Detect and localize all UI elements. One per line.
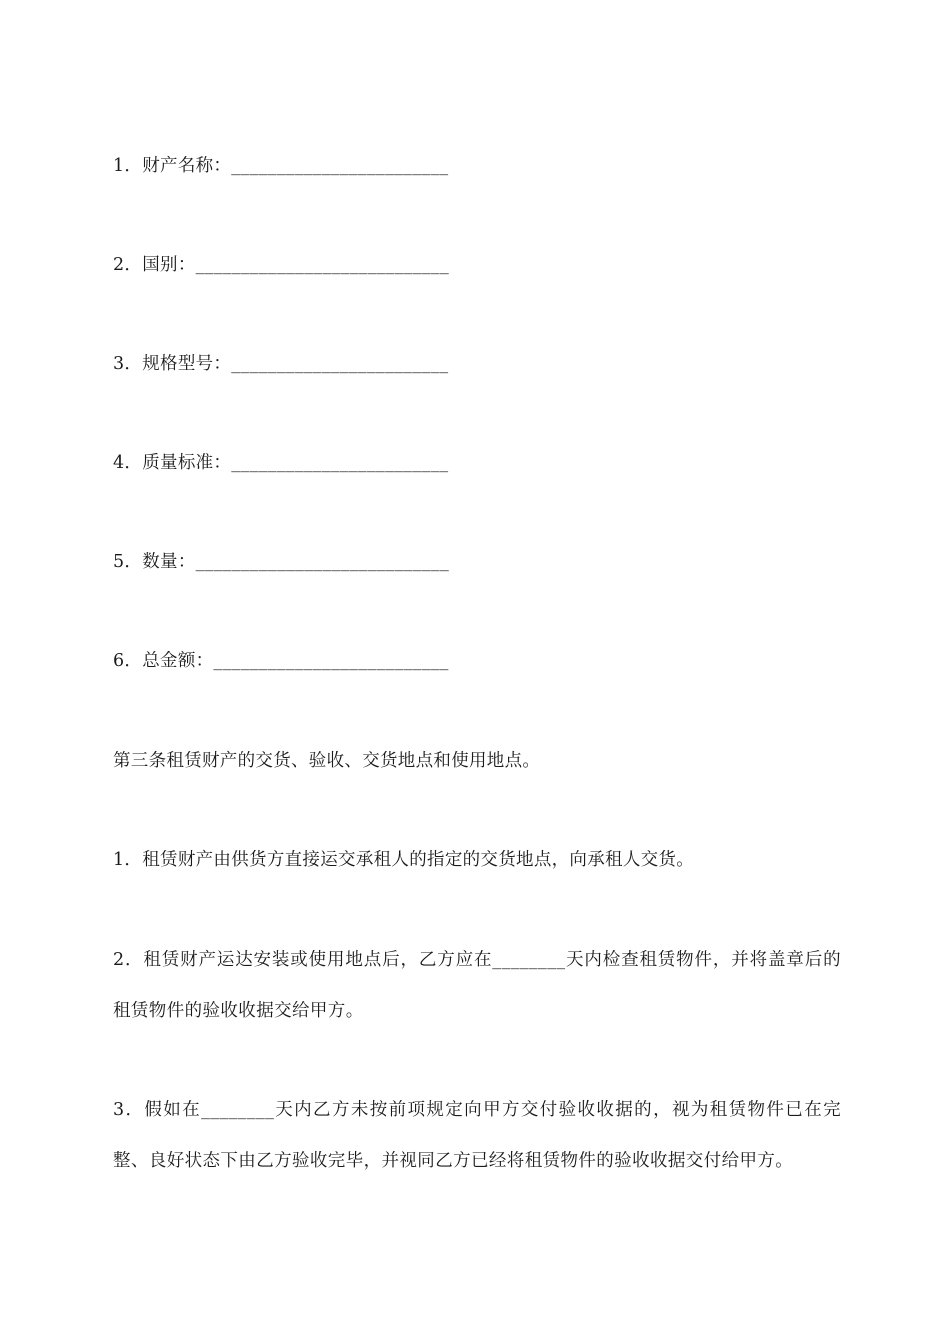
- item-country: 2．国别：____________________________: [113, 255, 450, 275]
- item-spec-model: 3．规格型号：________________________: [113, 354, 449, 374]
- article-3-clause-2: 2．租赁财产运达安装或使用地点后，乙方应在________天内检查租赁物件，并将盖章后的租赁物件的验收收据交给甲方。: [113, 950, 841, 1021]
- item-property-name: 1．财产名称：________________________: [113, 156, 449, 176]
- item-quality-standard: 4．质量标准：________________________: [113, 453, 449, 473]
- article-3-clause-3: 3．假如在________天内乙方未按前项规定向甲方交付验收收据的，视为租赁物件已在完整、良好状态下由乙方验收完毕，并视同乙方已经将租赁物件的验收收据交付给甲方。: [113, 1100, 841, 1171]
- item-quantity: 5．数量：____________________________: [113, 552, 450, 572]
- item-total-amount: 6．总金额：__________________________: [113, 651, 449, 671]
- article-3-heading: 第三条租赁财产的交货、验收、交货地点和使用地点。: [113, 751, 541, 771]
- article-3-clause-1: 1．租赁财产由供货方直接运交承租人的指定的交货地点，向承租人交货。: [113, 850, 695, 870]
